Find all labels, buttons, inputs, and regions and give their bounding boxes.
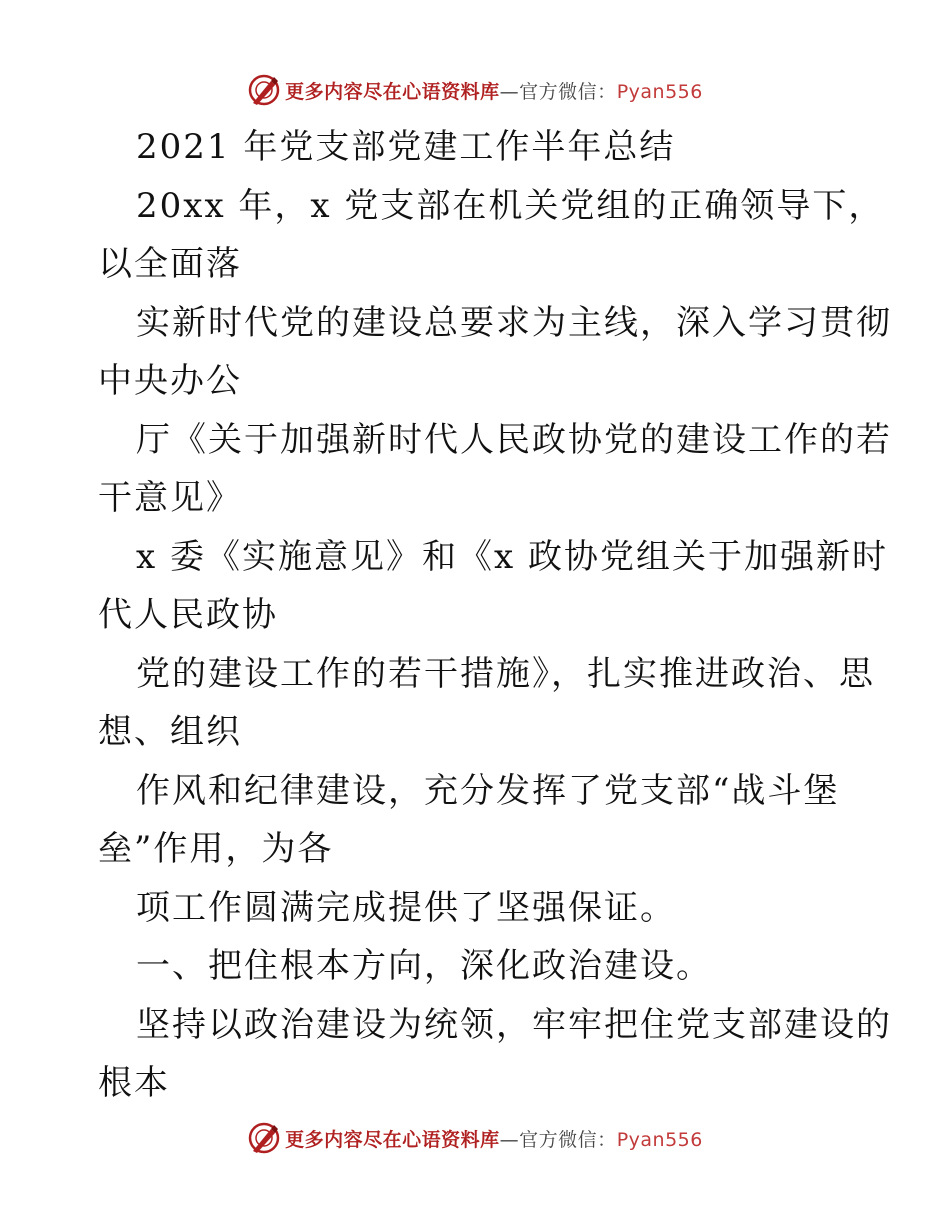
banner-wechat-id: Pyan556 [616, 1128, 703, 1151]
banner-brand-text: 更多内容尽在心语资料库 [285, 1128, 500, 1151]
text-line: 2021 年党支部党建工作半年总结 [136, 127, 676, 167]
text-line: x 委《实施意见》和《x 政协党组关于加强新时 [136, 536, 888, 577]
banner-brand-text: 更多内容尽在心语资料库 [285, 80, 500, 103]
text-line: 垒”作用，为各 [98, 829, 334, 869]
text-line: 实新时代党的建设总要求为主线，深入学习贯彻 [136, 302, 892, 343]
footer-watermark-banner [0, 1118, 950, 1158]
banner-dash: — [499, 1128, 520, 1151]
banner-dash: — [499, 80, 520, 103]
text-line: 20xx 年，x 党支部在机关党组的正确领导下， [136, 185, 885, 226]
text-line: 中央办公 [98, 361, 242, 401]
text-line: 一、把住根本方向，深化政治建设。 [136, 946, 712, 986]
banner-wechat-label: 官方微信： [519, 80, 617, 103]
text-line: 代人民政协 [98, 595, 278, 635]
text-line: 干意见》 [98, 478, 242, 518]
text-line: 党的建设工作的若干措施》，扎实推进政治、思 [136, 653, 875, 694]
text-line: 以全面落 [98, 244, 242, 284]
text-line: 厅《关于加强新时代人民政协党的建设工作的若 [136, 419, 892, 460]
text-line: 坚持以政治建设为统领，牢牢把住党支部建设的 [136, 1004, 892, 1045]
text-line: 作风和纪律建设，充分发挥了党支部“战斗堡 [136, 770, 840, 811]
text-line: 根本 [98, 1063, 170, 1103]
header-watermark-banner [0, 70, 950, 110]
pen-logo-icon [247, 73, 281, 107]
banner-wechat-label: 官方微信： [519, 1128, 617, 1151]
pen-logo-icon [247, 1121, 281, 1155]
banner-wechat-id: Pyan556 [616, 80, 703, 103]
text-line: 想、组织 [98, 712, 242, 752]
document-body [98, 118, 892, 1113]
text-line: 项工作圆满完成提供了坚强保证。 [136, 887, 676, 928]
